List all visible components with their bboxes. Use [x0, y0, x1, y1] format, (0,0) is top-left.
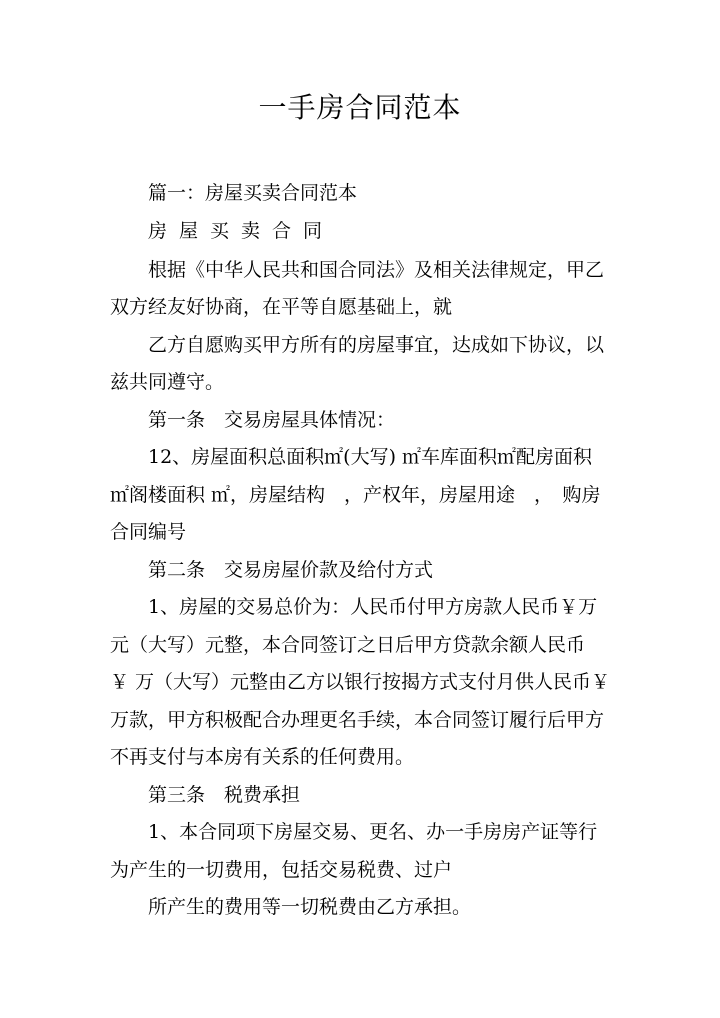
paragraph-line: 为产生的一切费用，包括交易税费、过户: [110, 859, 453, 881]
paragraph-line: 合同编号: [110, 521, 187, 543]
article-heading: 第三条 税费承担: [148, 784, 301, 806]
paragraph-line: 1、房屋的交易总价为：人民币付甲方房款人民币￥万: [148, 596, 598, 618]
paragraph-line: 所产生的费用等一切税费由乙方承担。: [148, 896, 472, 918]
paragraph-line: 12、房屋面积总面积㎡(大写) ㎡车库面积㎡配房面积: [148, 446, 593, 468]
article-heading: 第二条 交易房屋价款及给付方式: [148, 559, 434, 581]
contract-subtitle: 房屋买卖合同: [148, 220, 335, 242]
section-heading: 篇一：房屋买卖合同范本: [148, 182, 358, 204]
paragraph-line: 双方经友好协商，在平等自愿基础上，就: [110, 296, 453, 318]
document-title: 一手房合同范本: [258, 91, 462, 124]
paragraph-line: ￥ 万（大写）元整由乙方以银行按揭方式支付月供人民币￥: [110, 671, 611, 693]
paragraph-line: 乙方自愿购买甲方所有的房屋事宜，达成如下协议，以: [148, 334, 605, 356]
article-heading: 第一条 交易房屋具体情况：: [148, 409, 396, 431]
paragraph-line: 不再支付与本房有关系的任何费用。: [110, 746, 415, 768]
paragraph-line: 1、本合同项下房屋交易、更名、办一手房房产证等行: [148, 821, 598, 843]
paragraph-line: 兹共同遵守。: [110, 371, 225, 393]
paragraph-line: 根据《中华人民共和国合同法》及相关法律规定，甲乙: [148, 259, 605, 281]
paragraph-line: ㎡阁楼面积 ㎡，房屋结构 ，产权年，房屋用途 ， 购房: [110, 484, 601, 506]
paragraph-line: 万款，甲方积极配合办理更名手续，本合同签订履行后甲方: [110, 709, 605, 731]
paragraph-line: 元（大写）元整，本合同签订之日后甲方贷款余额人民币: [110, 634, 586, 656]
